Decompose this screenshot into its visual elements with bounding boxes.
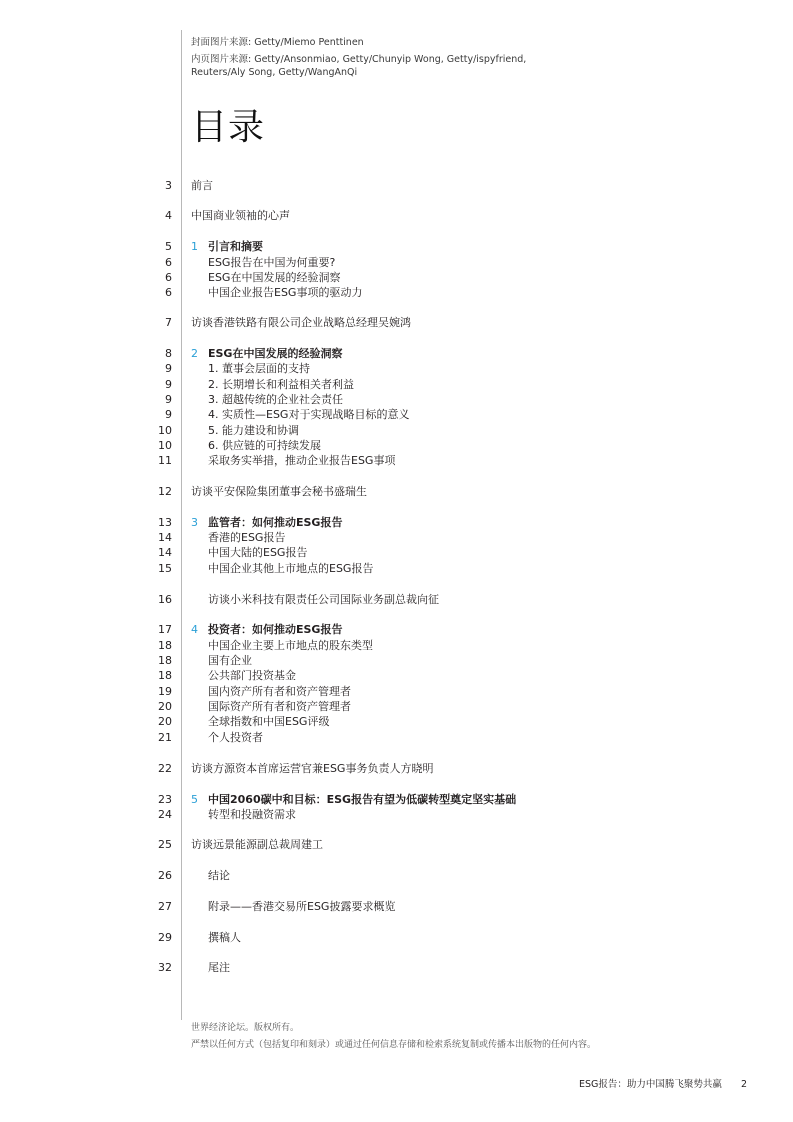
toc-page-number: 32 [158, 961, 172, 974]
toc-entry-label: 尾注 [208, 961, 230, 974]
toc-entry[interactable] [0, 792, 793, 807]
toc-page-number: 26 [158, 869, 172, 882]
toc-entry-label: 中国企业其他上市地点的ESG报告 [208, 562, 374, 575]
toc-entry-label: 访谈香港铁路有限公司企业战略总经理吴婉鸿 [191, 316, 411, 329]
toc-entry-label: 中国商业领袖的心声 [191, 209, 290, 222]
toc-entry[interactable] [0, 239, 793, 254]
toc-page-number: 9 [165, 378, 172, 391]
chapter-number: 5 [191, 793, 198, 806]
toc-entry[interactable] [0, 930, 793, 945]
toc-entry[interactable] [0, 178, 793, 193]
toc-entry-label: 附录——香港交易所ESG披露要求概览 [208, 900, 396, 913]
toc-entry[interactable] [0, 653, 793, 668]
toc-entry-label: 香港的ESG报告 [208, 531, 286, 544]
toc-entry[interactable] [0, 361, 793, 376]
toc-entry-label: 监管者：如何推动ESG报告 [208, 516, 343, 529]
toc-entry-label: 访谈方源资本首席运营官兼ESG事务负责人方晓明 [191, 762, 434, 775]
photo-credits [191, 36, 561, 79]
toc-entry[interactable] [0, 285, 793, 300]
toc-entry[interactable] [0, 377, 793, 392]
toc-entry-label: 3. 超越传统的企业社会责任 [208, 393, 343, 406]
reproduction-notice: 严禁以任何方式（包括复印和刻录）或通过任何信息存储和检索系统复制或传播本出版物的任何内容。 [191, 1040, 597, 1050]
toc-entry-label: 全球指数和中国ESG评级 [208, 715, 330, 728]
toc-page-number: 18 [158, 669, 172, 682]
chapter-number: 3 [191, 516, 198, 529]
toc-page-number: 24 [158, 808, 172, 821]
toc-page-number: 27 [158, 900, 172, 913]
toc-page-number: 19 [158, 685, 172, 698]
toc-entry[interactable] [0, 453, 793, 468]
toc-page-number: 18 [158, 654, 172, 667]
copyright-notice [191, 1020, 596, 1054]
toc-entry[interactable] [0, 561, 793, 576]
toc-entry-label: ESG在中国发展的经验洞察 [208, 347, 343, 360]
page-title: 目录 [191, 107, 266, 148]
toc-entry-label: 投资者：如何推动ESG报告 [208, 623, 343, 636]
toc-page-number: 18 [158, 639, 172, 652]
toc-page-number: 11 [158, 454, 172, 467]
toc-entry[interactable] [0, 484, 793, 499]
toc-entry[interactable] [0, 270, 793, 285]
toc-entry-label: 转型和投融资需求 [208, 808, 296, 821]
toc-entry-label: 中国企业报告ESG事项的驱动力 [208, 286, 363, 299]
toc-entry-label: 国有企业 [208, 654, 252, 667]
toc-page-number: 14 [158, 531, 172, 544]
page-number: 2 [740, 1079, 747, 1090]
toc-page-number: 7 [165, 316, 172, 329]
toc-entry[interactable] [0, 392, 793, 407]
toc-page-number: 25 [158, 838, 172, 851]
toc-entry-label: 国际资产所有者和资产管理者 [208, 700, 351, 713]
toc-page-number: 8 [165, 347, 172, 360]
toc-page-number: 4 [165, 209, 172, 222]
toc-entry-label: 撰稿人 [208, 931, 241, 944]
toc-entry[interactable] [0, 684, 793, 699]
toc-entry[interactable] [0, 346, 793, 361]
toc-entry[interactable] [0, 255, 793, 270]
toc-page-number: 10 [158, 439, 172, 452]
report-title: ESG报告：助力中国腾飞聚势共赢 [579, 1079, 722, 1090]
toc-entry-label: 中国2060碳中和目标：ESG报告有望为低碳转型奠定坚实基础 [208, 793, 517, 806]
toc-entry[interactable] [0, 730, 793, 745]
toc-entry-label: 国内资产所有者和资产管理者 [208, 685, 351, 698]
toc-entry[interactable] [0, 761, 793, 776]
toc-page-number: 16 [158, 593, 172, 606]
cover-credit: 封面图片来源: Getty/Miemo Penttinen [191, 37, 364, 48]
toc-page-number: 20 [158, 700, 172, 713]
toc-entry[interactable] [0, 868, 793, 883]
running-footer [579, 1076, 747, 1090]
toc-page-number: 10 [158, 424, 172, 437]
toc-entry[interactable] [0, 515, 793, 530]
chapter-number: 4 [191, 623, 198, 636]
toc-entry-label: 访谈小米科技有限责任公司国际业务副总裁向征 [208, 593, 439, 606]
toc-entry-label: 访谈平安保险集团董事会秘书盛瑞生 [191, 485, 367, 498]
toc-entry[interactable] [0, 714, 793, 729]
toc-entry[interactable] [0, 315, 793, 330]
toc-page-number: 13 [158, 516, 172, 529]
toc-page-number: 6 [165, 271, 172, 284]
chapter-number: 2 [191, 347, 198, 360]
toc-entry[interactable] [0, 807, 793, 822]
toc-entry-label: 5. 能力建设和协调 [208, 424, 299, 437]
toc-entry-label: 4. 实质性—ESG对于实现战略目标的意义 [208, 408, 410, 421]
toc-entry[interactable] [0, 545, 793, 560]
inner-credit: 内页图片来源: Getty/Ansonmiao, Getty/Chunyip Wong, Getty/ispyfriend, Reuters/Aly Song, Getty/WangAnQi [191, 54, 527, 78]
toc-entry[interactable] [0, 592, 793, 607]
toc-entry-label: 引言和摘要 [208, 240, 263, 253]
toc-page-number: 9 [165, 408, 172, 421]
toc-page-number: 21 [158, 731, 172, 744]
toc-entry[interactable] [0, 530, 793, 545]
toc-page-number: 29 [158, 931, 172, 944]
toc-entry[interactable] [0, 208, 793, 223]
toc-entry-label: 1. 董事会层面的支持 [208, 362, 310, 375]
toc-page-number: 9 [165, 393, 172, 406]
toc-page-number: 9 [165, 362, 172, 375]
toc-entry[interactable] [0, 837, 793, 852]
toc-page-number: 22 [158, 762, 172, 775]
toc-page-number: 23 [158, 793, 172, 806]
toc-page-number: 12 [158, 485, 172, 498]
toc-entry-label: 2. 长期增长和利益相关者利益 [208, 378, 354, 391]
toc-entry-label: 访谈远景能源副总裁周建工 [191, 838, 323, 851]
toc-page-number: 5 [165, 240, 172, 253]
toc-page-number: 17 [158, 623, 172, 636]
toc-entry[interactable] [0, 960, 793, 975]
toc-entry[interactable] [0, 438, 793, 453]
chapter-number: 1 [191, 240, 198, 253]
toc-entry[interactable] [0, 899, 793, 914]
toc-entry[interactable] [0, 638, 793, 653]
toc-entry-label: ESG在中国发展的经验洞察 [208, 271, 341, 284]
toc-entry-label: 前言 [191, 179, 213, 192]
toc-page-number: 20 [158, 715, 172, 728]
copyright-line: 世界经济论坛。版权所有。 [191, 1023, 300, 1033]
toc-page-number: 6 [165, 286, 172, 299]
toc-entry-label: 采取务实举措，推动企业报告ESG事项 [208, 454, 396, 467]
toc-entry-label: 中国大陆的ESG报告 [208, 546, 308, 559]
toc-entry-label: ESG报告在中国为何重要? [208, 256, 336, 269]
toc-entry-label: 中国企业主要上市地点的股东类型 [208, 639, 373, 652]
toc-entry[interactable] [0, 407, 793, 422]
toc-page-number: 14 [158, 546, 172, 559]
toc-entry-label: 结论 [208, 869, 230, 882]
toc-entry[interactable] [0, 699, 793, 714]
toc-page-number: 3 [165, 179, 172, 192]
toc-entry[interactable] [0, 423, 793, 438]
toc-page-number: 15 [158, 562, 172, 575]
toc-entry[interactable] [0, 668, 793, 683]
toc-entry-label: 公共部门投资基金 [208, 669, 296, 682]
toc-entry-label: 个人投资者 [208, 731, 263, 744]
toc-entry[interactable] [0, 622, 793, 637]
toc-entry-label: 6. 供应链的可持续发展 [208, 439, 321, 452]
toc-page-number: 6 [165, 256, 172, 269]
